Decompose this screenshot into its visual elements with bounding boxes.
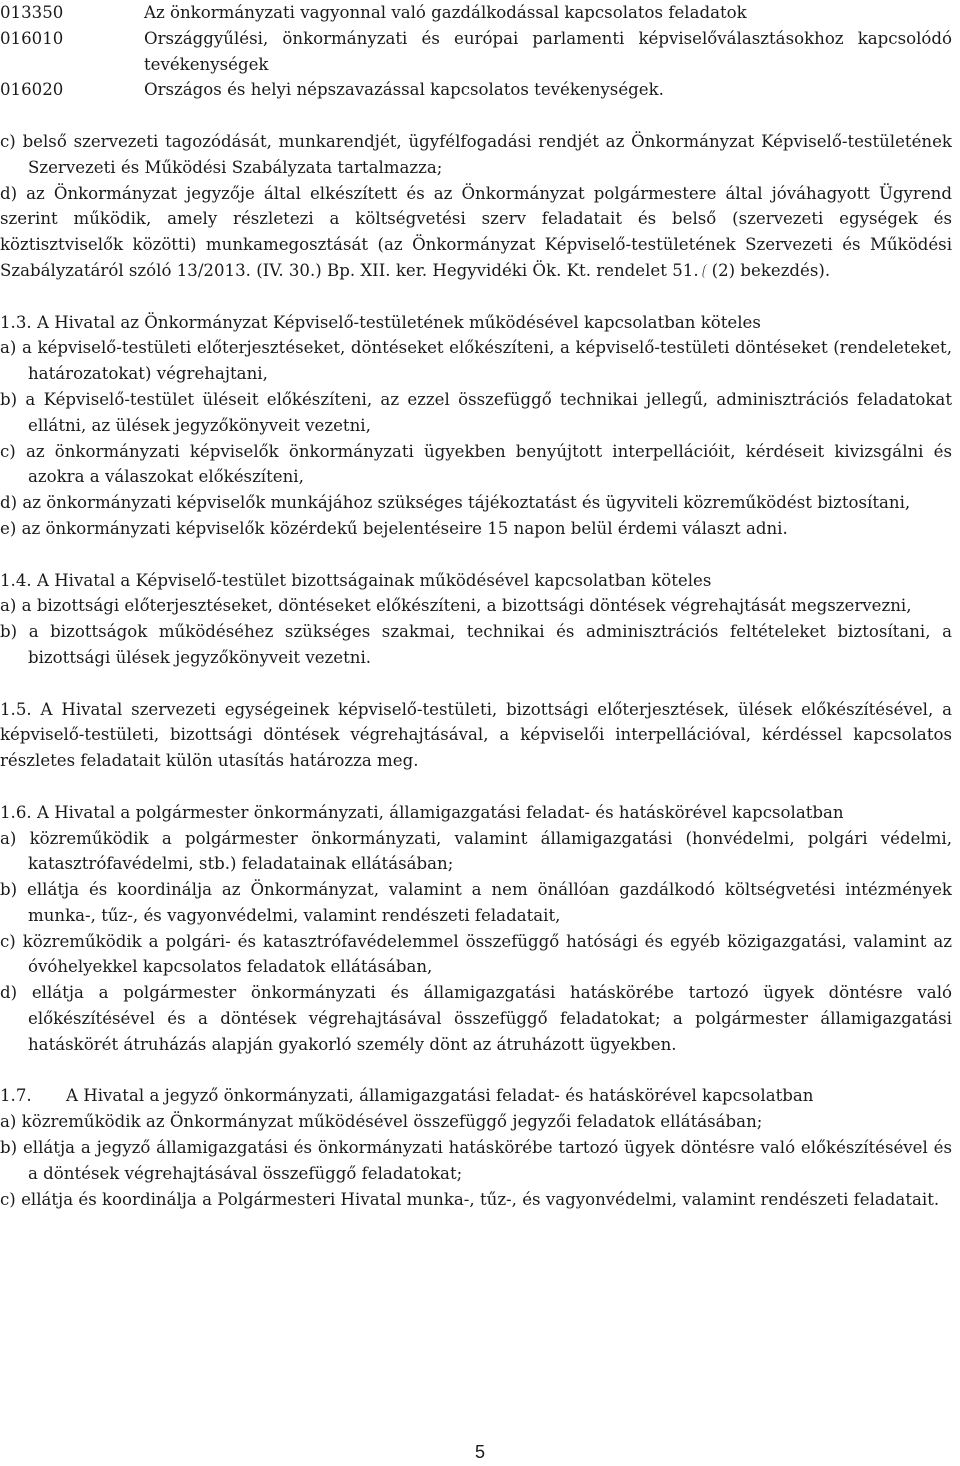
section-1-6 <box>0 800 952 1058</box>
item-text: ellátja a polgármester önkormányzati és államigazgatási hatáskörébe tartozó ügyek döntésre való előkészítésével és a döntések végrehajtásával összefüggő feladatokat; a polgármester államigazgatási hatáskörét átruházás alapján gyakorló személy dönt az átruházott ügyekben. <box>28 983 952 1054</box>
item-label: c) <box>0 441 16 461</box>
section-1-7 <box>0 1083 952 1212</box>
item-text: ellátja és koordinálja az Önkormányzat, valamint a nem önállóan gazdálkodó költségvetési intézmények munka-, tűz-, és vagyonvédelmi, valamint rendészeti feladatait, <box>27 880 952 925</box>
section-heading <box>0 310 952 336</box>
section-heading <box>0 568 952 594</box>
list-item <box>0 181 952 284</box>
item-text: közreműködik a polgármester önkormányzati, valamint államigazgatási (honvédelmi, polgári védelmi, katasztrófavédelmi, stb.) feladatainak ellátásában; <box>28 828 953 874</box>
item-label: a) <box>0 338 17 358</box>
section-number: 1.6. <box>0 802 32 822</box>
section-heading-text: A Hivatal a Képviselő-testület bizottságainak működésével kapcsolatban köteles <box>36 570 712 590</box>
item-text: a bizottságok működéséhez szükséges szakmai, technikai és adminisztrációs feltételeket biztosítani, a bizottsági ülések jegyzőkönyveit vezetni. <box>28 622 952 667</box>
item-label: d) <box>0 493 18 513</box>
section-number: 1.3. <box>0 312 32 332</box>
item-text: a bizottsági előterjesztéseket, döntéseket előkészíteni, a bizottsági döntések végrehajtását megszervezni, <box>21 596 912 616</box>
section-heading-text: A Hivatal a jegyző önkormányzati, államigazgatási feladat- és hatáskörével kapcsolatban <box>66 1086 814 1106</box>
item-text: ellátja a jegyző államigazgatási és önkormányzati hatáskörébe tartozó ügyek döntésre való előkészítésével és a döntések végrehajtásával összefüggő feladatokat; <box>22 1138 952 1183</box>
section-number: 1.4. <box>0 570 32 590</box>
item-label: e) <box>0 518 17 538</box>
list-item <box>0 129 952 181</box>
list-item <box>0 387 952 439</box>
item-label: d) <box>0 983 18 1003</box>
code-row <box>0 77 952 103</box>
item-label: d) <box>0 183 18 203</box>
section-1-5 <box>0 697 952 774</box>
code-description: Országos és helyi népszavazással kapcsolatos tevékenységek. <box>144 80 664 100</box>
list-item <box>0 593 952 619</box>
section-heading <box>0 800 952 826</box>
item-label: a) <box>0 828 17 848</box>
item-label: c) <box>0 131 16 151</box>
code-number: 013350 <box>0 3 64 22</box>
list-item <box>0 516 952 542</box>
code-row <box>0 26 952 78</box>
item-text: az önkormányzati képviselők közérdekű bejelentéseire 15 napon belül érdemi választ adni. <box>21 518 788 538</box>
item-label: a) <box>0 1112 17 1132</box>
list-item <box>0 1135 952 1187</box>
page-number: 5 <box>474 1442 485 1462</box>
list-item <box>0 980 952 1057</box>
item-text: a Képviselő-testület üléseit előkészíteni, az ezzel összefüggő technikai jellegű, adminisztrációs feladatokat ellátni, az ülések jegyzőkönyveit vezetni, <box>25 389 952 435</box>
item-text: az Önkormányzat jegyzője által elkészített és az Önkormányzat polgármestere által jóváhagyott Ügyrend szerint működik, amely részletezi a költségvetési szerv feladatait és belső (szervezeti egységek és köztisztviselők közötti) munkamegosztását (az Önkormányzat Képviselő-testületének Szervezeti és Működési Szabályzatáról szóló 13/2013. (IV. 30.) Bp. XII. ker. Hegyvidéki Ök. Kt. rendelet 51. <box>0 183 952 280</box>
section-heading-text: A Hivatal szervezeti egységeinek képviselő-testületi, bizottsági előterjesztések, ülések előkészítésével, a képviselő-testületi, bizottsági döntések végrehajtásával, a képviselői interpellációval, kérdéssel kapcsolatos részletes feladatait külön utasítás határozza meg. <box>0 699 952 771</box>
section-1-3 <box>0 310 952 542</box>
section-number: 1.7. <box>0 1086 32 1106</box>
section-heading-text: A Hivatal a polgármester önkormányzati, államigazgatási feladat- és hatáskörével kapcsolatban <box>36 802 844 822</box>
item-label: b) <box>0 880 18 900</box>
item-label: b) <box>0 389 18 409</box>
code-description: Országgyűlési, önkormányzati és európai parlamenti képviselőválasztásokhoz kapcsolódó tevékenységek <box>144 28 952 74</box>
list-item <box>0 1187 952 1213</box>
item-text: az önkormányzati képviselők munkájához szükséges tájékoztatást és ügyviteli közreműködést biztosítani, <box>22 493 911 513</box>
code-number: 016010 <box>0 28 64 48</box>
code-description: Az önkormányzati vagyonnal való gazdálkodással kapcsolatos feladatok <box>144 3 747 22</box>
item-label: b) <box>0 1138 18 1158</box>
item-text: közreműködik a polgári- és katasztrófavédelemmel összefüggő hatósági és egyéb közigazgatási, valamint az óvóhelyekkel kapcsolatos feladatok ellátásában, <box>22 931 953 977</box>
list-item <box>0 826 952 878</box>
item-text-tail: (2) bekezdés). <box>711 260 831 280</box>
item-text: közreműködik az Önkormányzat működésével összefüggő jegyzői feladatok ellátásában; <box>21 1112 763 1132</box>
section-heading <box>0 1083 952 1109</box>
item-label: c) <box>0 1189 16 1209</box>
list-item <box>0 335 952 387</box>
section-number: 1.5. <box>0 699 32 719</box>
section-heading-text: A Hivatal az Önkormányzat Képviselő-testületének működésével kapcsolatban köteles <box>36 312 761 332</box>
item-text: az önkormányzati képviselők önkormányzati ügyekben benyújtott interpellációit, kérdéseit kivizsgálni és azokra a válaszokat előkészíteni, <box>25 441 952 487</box>
item-text: a képviselő-testületi előterjesztéseket, döntéseket előkészíteni, a képviselő-testületi döntéseket (rendeleteket, határozatokat) végrehajtani, <box>21 338 953 384</box>
item-label: c) <box>0 931 16 951</box>
section-1-4 <box>0 568 952 671</box>
list-item <box>0 619 952 671</box>
code-list <box>0 0 952 103</box>
list-item <box>0 1109 952 1135</box>
list-item <box>0 490 952 516</box>
item-label: a) <box>0 596 17 616</box>
code-number: 016020 <box>0 80 64 100</box>
margin-mark <box>701 264 710 278</box>
item-text: belső szervezeti tagozódását, munkarendjét, ügyfélfogadási rendjét az Önkormányzat Képviselő-testületének Szervezeti és Működési Szabályzata tartalmazza; <box>22 131 952 177</box>
list-item <box>0 439 952 491</box>
item-label: b) <box>0 622 18 642</box>
list-item <box>0 929 952 981</box>
list-item <box>0 877 952 929</box>
item-text: ellátja és koordinálja a Polgármesteri Hivatal munka-, tűz-, és vagyonvédelmi, valamint rendészeti feladatait. <box>21 1189 940 1209</box>
section-heading <box>0 697 952 774</box>
code-row <box>0 0 952 26</box>
